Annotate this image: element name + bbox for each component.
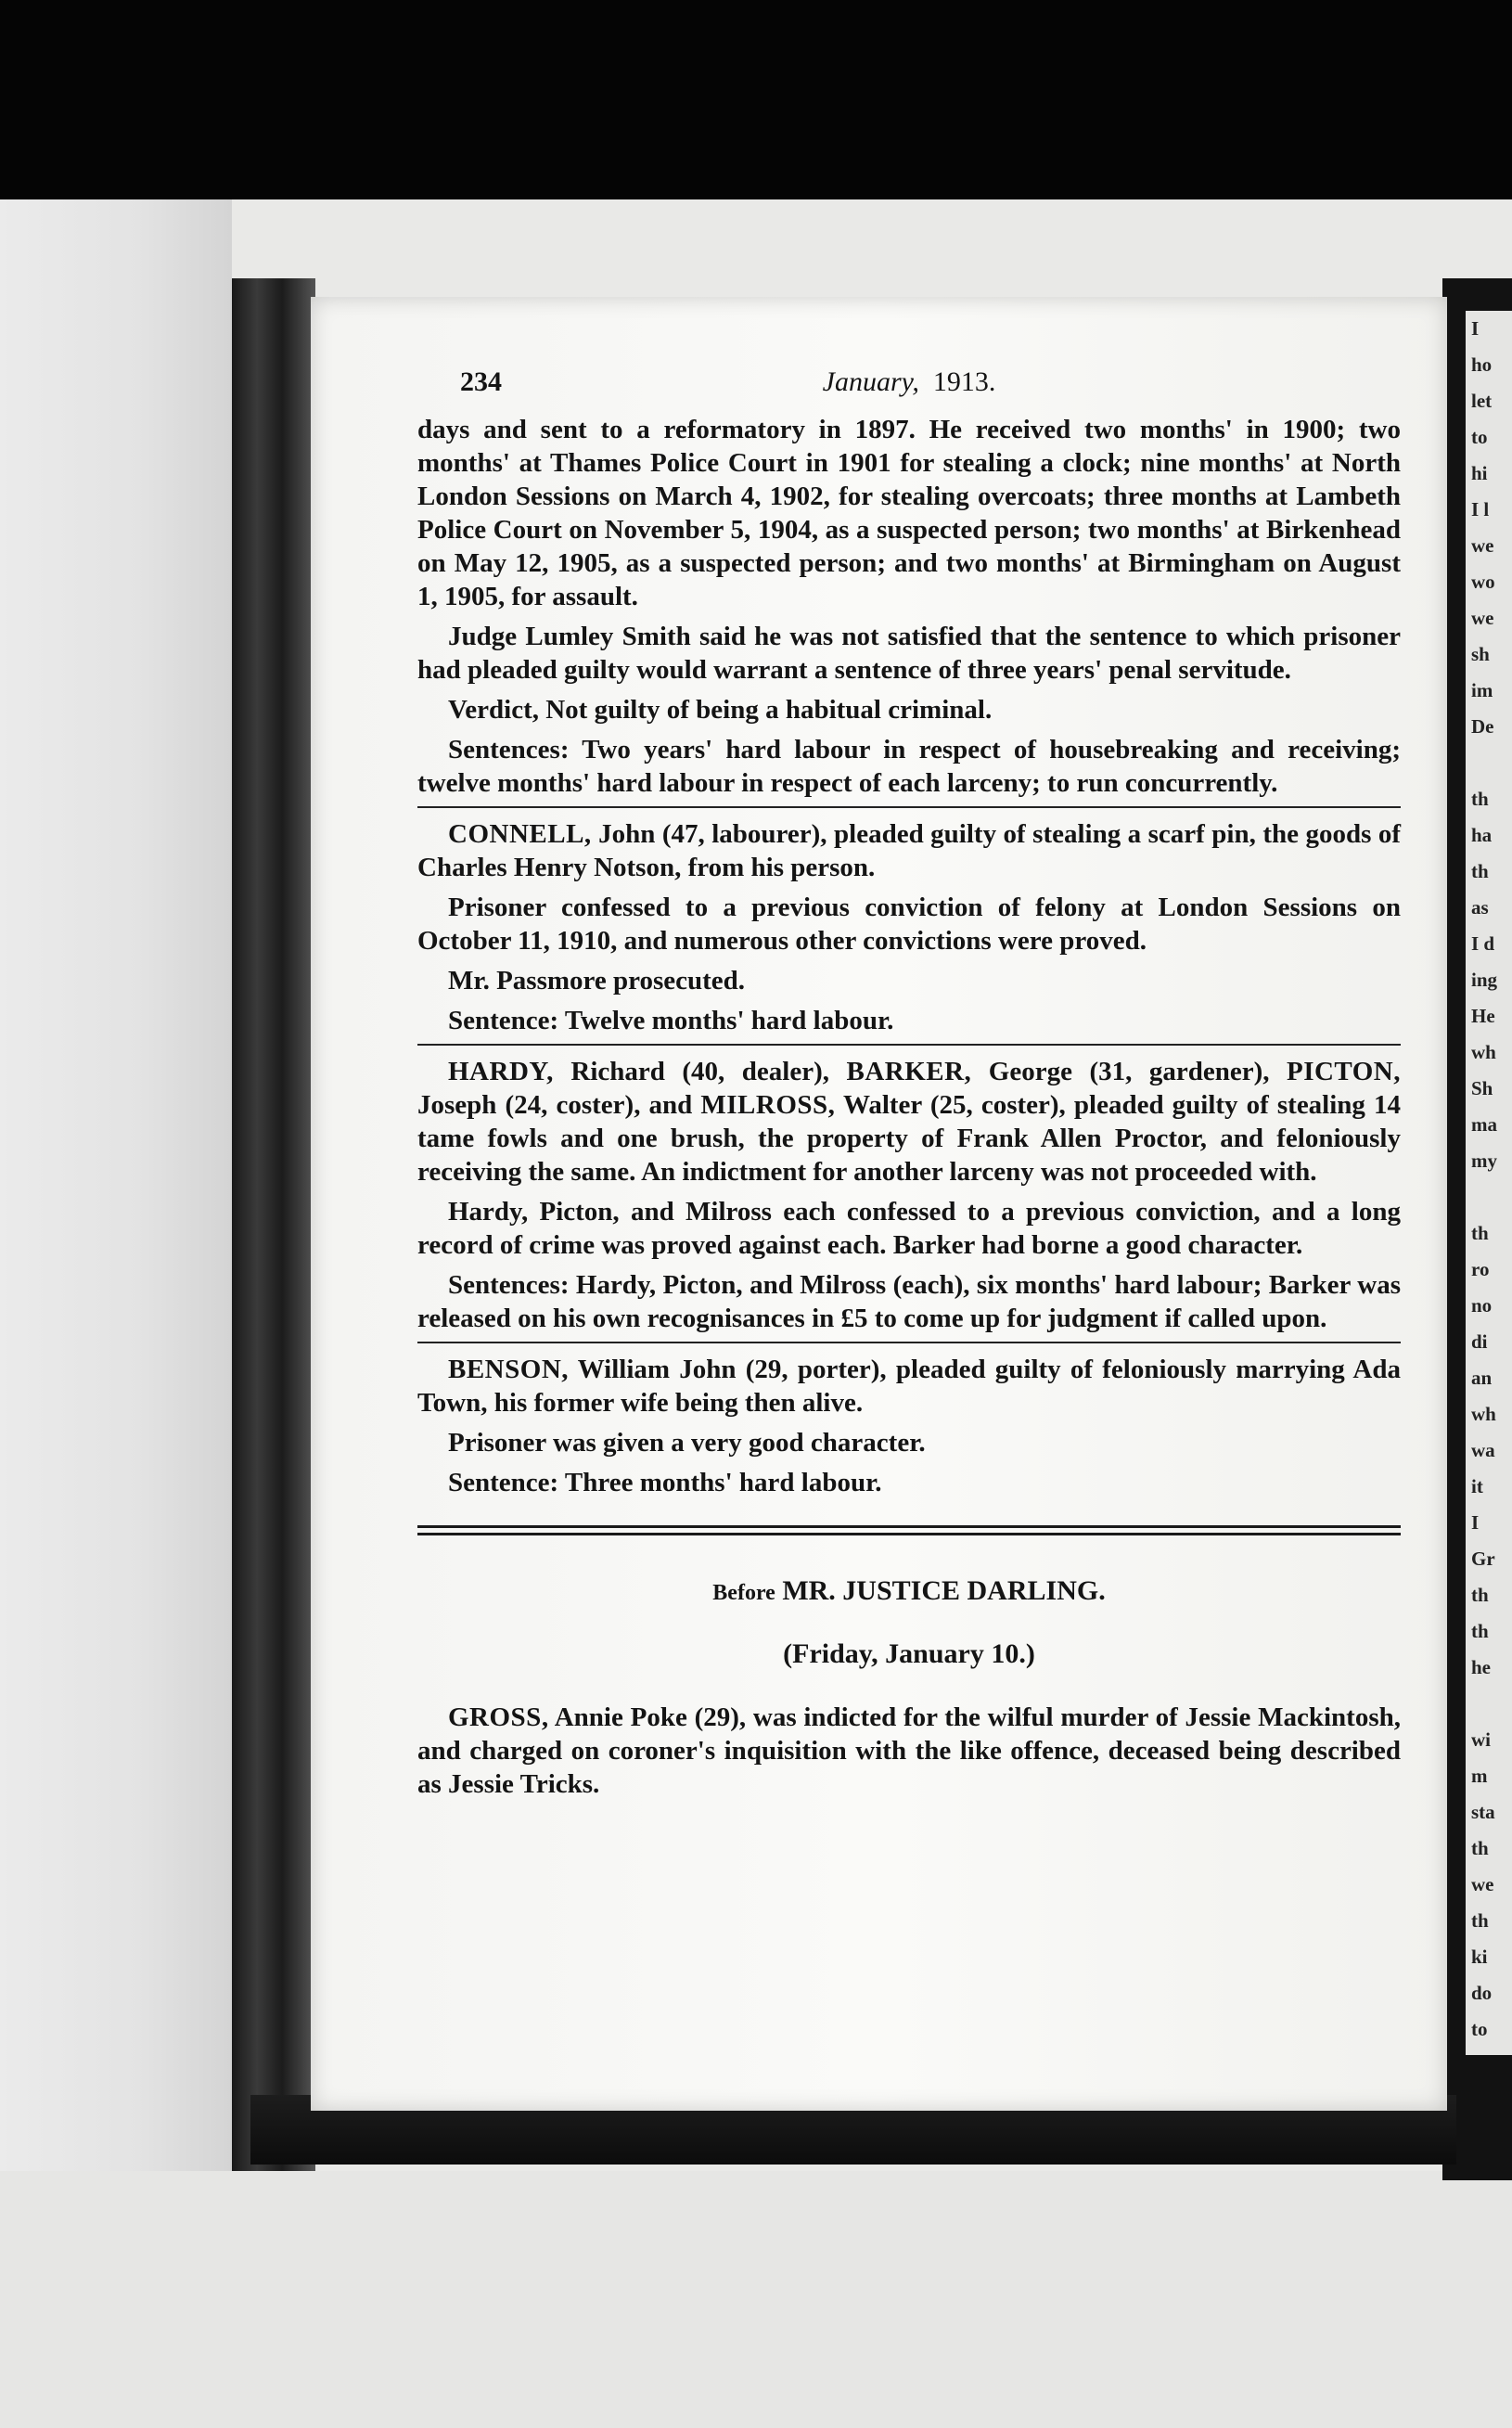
paragraph-benson-case bbox=[417, 1353, 1401, 1420]
defendant-name: MILROSS, bbox=[700, 1090, 836, 1120]
defendant-name: PICTON, bbox=[1286, 1057, 1401, 1086]
court-heading-before: Before bbox=[712, 1581, 775, 1605]
facing-page-word-fragment: wh bbox=[1471, 1041, 1496, 1063]
facing-page-word-fragment: m bbox=[1471, 1765, 1488, 1787]
facing-page-word-fragment: ki bbox=[1471, 1946, 1488, 1968]
page-text bbox=[417, 366, 1401, 1807]
facing-page-word-fragment: hi bbox=[1471, 462, 1488, 484]
paragraph-benson-sentence: Sentence: Three months' hard labour. bbox=[448, 1468, 882, 1497]
paragraph-connell-conviction: Prisoner confessed to a previous conviction of felony at London Sessions on October 11, 1910, and numerous other convictions were proved. bbox=[417, 893, 1401, 956]
paragraph-prior-convictions: days and sent to a reformatory in 1897. He received two months' in 1900; two months' at Thames Police Court in 1901 for stealing a clock; nine months' at North London Sessions on March 4, 1902, for stealing overcoats; three months at Lambeth Police Court on November 5, 1904, as a suspected person; two months' at Birkenhead on May 12, 1905, as a suspected person; and two months' at Birmingham on August 1, 1905, for assault. bbox=[417, 415, 1401, 611]
facing-page-word-fragment: th bbox=[1471, 1584, 1489, 1606]
paragraph-hardy-case bbox=[417, 1055, 1401, 1188]
paragraph-hardy-sentences: Sentences: Hardy, Picton, and Milross (each), six months' hard labour; Barker was released on his own recognisances in £5 to come up for judgment if called upon. bbox=[417, 1270, 1401, 1333]
court-heading-judge: MR. JUSTICE DARLING. bbox=[775, 1575, 1106, 1606]
court-heading bbox=[417, 1573, 1401, 1612]
facing-page-word-fragment: we bbox=[1471, 607, 1494, 629]
section-divider bbox=[417, 1342, 1401, 1343]
defendant-name: BARKER, bbox=[846, 1057, 972, 1086]
paragraph-sentences: Sentences: Two years' hard labour in respect of housebreaking and receiving; twelve months' hard labour in respect of each larceny; to run concurrently. bbox=[417, 735, 1401, 798]
defendant-name: BENSON, bbox=[448, 1355, 570, 1384]
facing-page-word-fragment: th bbox=[1471, 1909, 1489, 1932]
defendant-name: HARDY, bbox=[448, 1057, 554, 1086]
facing-page-word-fragment: De bbox=[1471, 715, 1494, 738]
facing-page-word-fragment: th bbox=[1471, 1837, 1489, 1859]
facing-page-word-fragment: an bbox=[1471, 1367, 1493, 1389]
case-text: John (47, labourer), pleaded guilty of stealing a scarf pin, the goods of Charles Henry Notson, from his person. bbox=[417, 819, 1401, 882]
facing-page-word-fragment: wh bbox=[1471, 1403, 1496, 1425]
page-number: 234 bbox=[460, 366, 502, 397]
defendant-name: CONNELL, bbox=[448, 819, 592, 849]
facing-page-word-fragment: ing bbox=[1471, 969, 1498, 991]
facing-page-word-fragment: Gr bbox=[1471, 1548, 1495, 1570]
facing-page-word-fragment bbox=[1466, 745, 1512, 781]
case-text: Walter (25, coster), pleaded guilty of stealing 14 tame fowls and one brush, the property of Frank Allen Proctor, and feloniously receiving the same. An indictment for another larceny was not proceeded with. bbox=[417, 1090, 1402, 1187]
book-spine-edge bbox=[232, 278, 315, 2171]
facing-page-word-fragment: do bbox=[1471, 1982, 1493, 2004]
facing-page-word-fragment: ho bbox=[1471, 353, 1493, 376]
case-text: Annie Poke (29), was indicted for the wilful murder of Jessie Mackintosh, and charged on coroner's inquisition with the like offence, deceased being described as Jessie Tricks. bbox=[417, 1702, 1401, 1799]
facing-page-word-fragment: my bbox=[1471, 1150, 1497, 1172]
facing-page-word-fragment: th bbox=[1471, 860, 1489, 882]
facing-page-word-fragment: to bbox=[1471, 426, 1488, 448]
facing-page-word-fragment: let bbox=[1471, 390, 1493, 412]
paragraph-hardy-convictions: Hardy, Picton, and Milross each confessed to a previous conviction, and a long record of crime was proved against each. Barker had borne a good character. bbox=[417, 1197, 1401, 1260]
facing-page-word-fragment: th bbox=[1471, 788, 1489, 810]
facing-page-word-fragment: to bbox=[1471, 2018, 1488, 2040]
case-text: William John (29, porter), pleaded guilty of feloniously marrying Ada Town, his former wife being then alive. bbox=[417, 1355, 1401, 1418]
paragraph-prosecution: Mr. Passmore prosecuted. bbox=[448, 966, 746, 996]
facing-page-word-fragment: th bbox=[1471, 1620, 1489, 1642]
section-divider bbox=[417, 806, 1401, 808]
facing-page-word-fragment: wa bbox=[1471, 1439, 1495, 1461]
case-text: George (31, gardener), bbox=[971, 1057, 1287, 1086]
facing-page-word-fragment: I bbox=[1471, 1511, 1480, 1534]
section-divider bbox=[417, 1044, 1401, 1046]
scan-top-border bbox=[0, 0, 1512, 199]
scan-bottom-margin bbox=[0, 2171, 1512, 2428]
facing-page-word-fragment: sta bbox=[1471, 1801, 1495, 1823]
facing-page-word-fragment bbox=[1466, 1179, 1512, 1215]
facing-page-word-fragment: sh bbox=[1471, 643, 1490, 665]
facing-page-word-fragment: no bbox=[1471, 1294, 1493, 1317]
facing-page-word-fragment: ro bbox=[1471, 1258, 1490, 1280]
facing-page-word-fragment: he bbox=[1471, 1656, 1491, 1678]
facing-page-word-fragment: I l bbox=[1471, 498, 1490, 520]
facing-page-word-fragment: I bbox=[1471, 317, 1480, 340]
facing-page-word-fragment: ha bbox=[1471, 824, 1493, 846]
defendant-name: GROSS, bbox=[448, 1702, 549, 1732]
paragraph-connell-case bbox=[417, 817, 1401, 884]
date-heading: (Friday, January 10.) bbox=[783, 1638, 1035, 1669]
facing-page-word-fragment: di bbox=[1471, 1330, 1488, 1353]
facing-page-fragment bbox=[1466, 311, 1512, 2055]
facing-page-word-fragment: wo bbox=[1471, 571, 1495, 593]
facing-page-word-fragment: we bbox=[1471, 534, 1494, 557]
facing-page-word-fragment: I d bbox=[1471, 932, 1495, 955]
facing-page-word-fragment: Sh bbox=[1471, 1077, 1493, 1099]
facing-page-word-fragment: ma bbox=[1471, 1113, 1497, 1136]
page-header bbox=[417, 366, 1401, 413]
paragraph-judge-remark: Judge Lumley Smith said he was not satisfied that the sentence to which prisoner had pleaded guilty would warrant a sentence of three years' penal servitude. bbox=[417, 622, 1401, 685]
paragraph-verdict: Verdict, Not guilty of being a habitual criminal. bbox=[448, 695, 993, 725]
facing-page-word-fragment: He bbox=[1471, 1005, 1495, 1027]
facing-page-word-fragment: it bbox=[1471, 1475, 1483, 1497]
facing-page-word-fragment: as bbox=[1471, 896, 1489, 919]
facing-page-word-fragment bbox=[1466, 1686, 1512, 1722]
facing-page-word-fragment: im bbox=[1471, 679, 1493, 701]
paragraph-gross-case bbox=[417, 1701, 1401, 1801]
paragraph-benson-character: Prisoner was given a very good character. bbox=[448, 1428, 926, 1458]
scan-left-margin bbox=[0, 199, 232, 2428]
double-rule-divider bbox=[417, 1525, 1401, 1535]
paragraph-connell-sentence: Sentence: Twelve months' hard labour. bbox=[448, 1006, 894, 1035]
running-head-month: January, bbox=[822, 366, 919, 397]
running-head bbox=[417, 366, 1401, 398]
case-text: Joseph (24, coster), and bbox=[417, 1090, 701, 1120]
facing-page-word-fragment: wi bbox=[1471, 1728, 1491, 1751]
facing-page-word-fragment: we bbox=[1471, 1873, 1494, 1895]
running-head-year: 1913. bbox=[932, 366, 996, 397]
case-text: Richard (40, dealer), bbox=[553, 1057, 847, 1086]
facing-page-word-fragment: th bbox=[1471, 1222, 1489, 1244]
